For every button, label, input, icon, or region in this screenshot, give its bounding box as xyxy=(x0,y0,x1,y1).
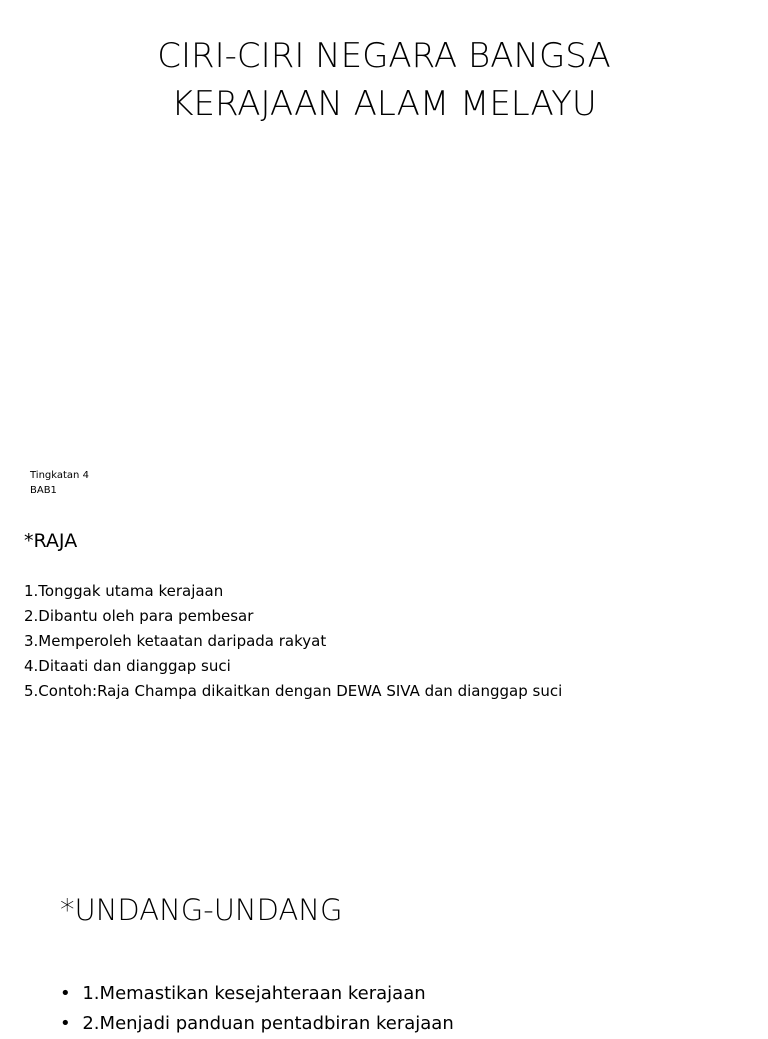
raja-list xyxy=(24,579,562,704)
list-item xyxy=(60,1009,454,1039)
slide-title-line-1: CIRI-CIRI NEGARA BANGSA xyxy=(157,36,611,76)
meta-info xyxy=(30,468,89,498)
list-item xyxy=(60,979,454,1009)
slide-title xyxy=(0,32,768,128)
undang-list xyxy=(60,979,454,1039)
meta-chapter: BAB1 xyxy=(30,485,57,496)
list-item: 4.Ditaati dan dianggap suci xyxy=(24,657,231,675)
meta-form-level: Tingkatan 4 xyxy=(30,470,89,481)
list-item: 1.Tonggak utama kerajaan xyxy=(24,582,224,600)
bullet-icon: • xyxy=(60,983,71,1004)
list-item-text: 1.Memastikan kesejahteraan kerajaan xyxy=(82,983,426,1004)
title-slide xyxy=(0,0,768,420)
list-item: 2.Dibantu oleh para pembesar xyxy=(24,607,254,625)
bullet-icon: • xyxy=(60,1013,71,1034)
undang-heading: *UNDANG-UNDANG xyxy=(60,893,343,927)
raja-heading: *RAJA xyxy=(24,530,78,552)
list-item: 5.Contoh:Raja Champa dikaitkan dengan DEWA SIVA dan dianggap suci xyxy=(24,682,563,700)
list-item-text: 2.Menjadi panduan pentadbiran kerajaan xyxy=(82,1013,454,1034)
content-slide xyxy=(0,420,768,1034)
slide-title-line-2: KERAJAAN ALAM MELAYU xyxy=(171,84,597,124)
list-item: 3.Memperoleh ketaatan daripada rakyat xyxy=(24,632,327,650)
